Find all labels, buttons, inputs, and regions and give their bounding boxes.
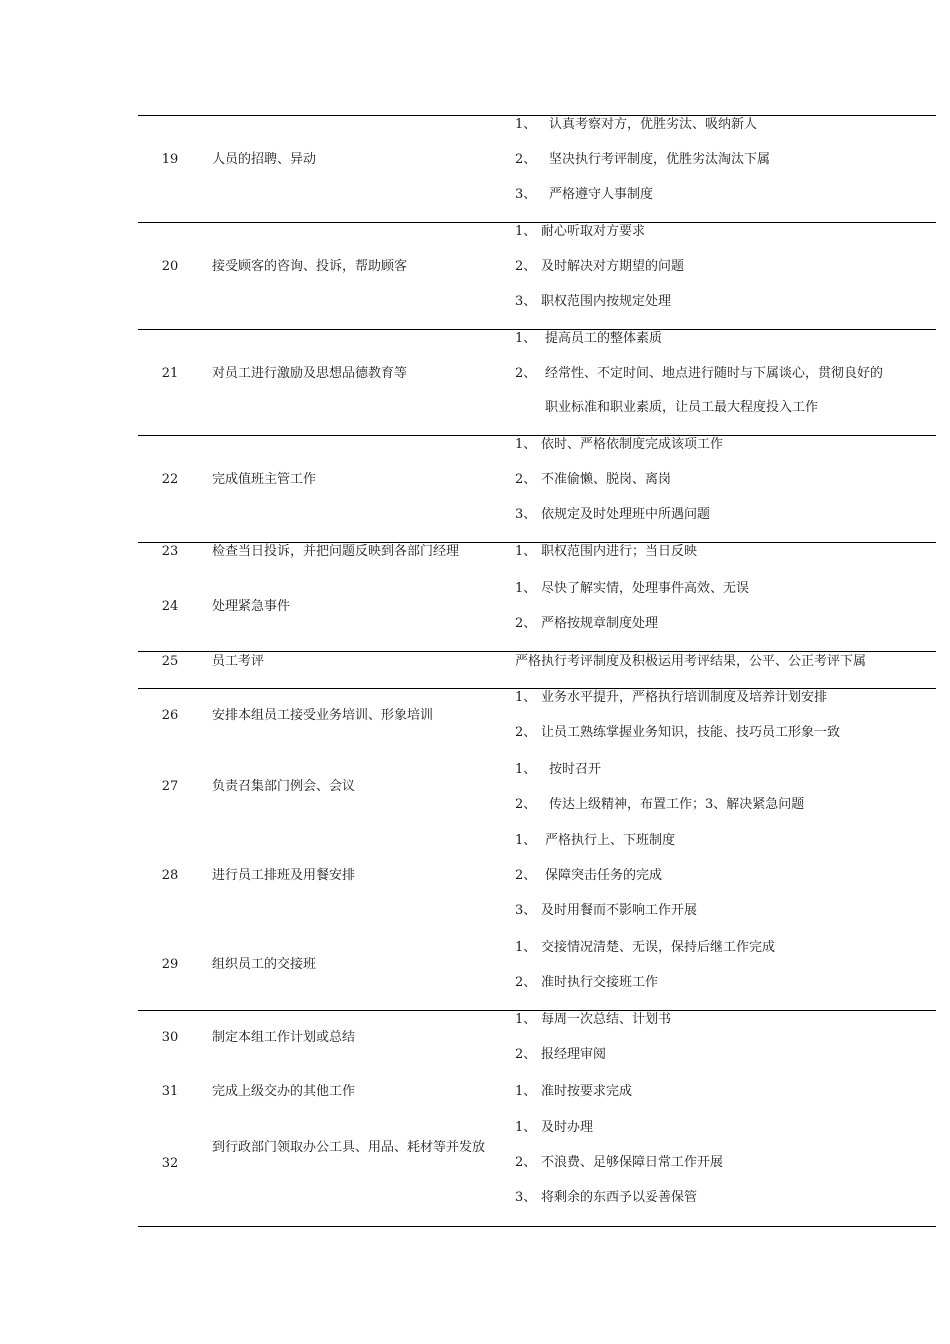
task-cell: 人员的招聘、异动 (212, 152, 317, 167)
standard-line: 2、 坚决执行考评制度，优胜劣汰淘汰下属 (515, 152, 771, 167)
table-rule (138, 1226, 936, 1227)
standard-line: 1、 职权范围内进行；当日反映 (515, 544, 698, 559)
table-rule (138, 435, 936, 436)
standard-line: 1、 业务水平提升，严格执行培训制度及培养计划安排 (515, 690, 828, 705)
row-number: 29 (161, 957, 179, 972)
row-number: 24 (161, 599, 179, 614)
table-rule (138, 115, 936, 116)
row-number: 31 (161, 1084, 179, 1099)
task-cell: 负责召集部门例会、会议 (212, 779, 356, 794)
table-rule (138, 222, 936, 223)
task-cell: 进行员工排班及用餐安排 (212, 868, 356, 883)
standard-line: 1、 交接情况清楚、无误，保持后继工作完成 (515, 940, 776, 955)
standard-line: 1、 认真考察对方，优胜劣汰、吸纳新人 (515, 117, 758, 132)
row-number: 19 (161, 152, 179, 167)
standard-line: 2、 经常性、不定时间、地点进行随时与下属谈心，贯彻良好的 (515, 366, 884, 381)
standard-line: 3、 依规定及时处理班中所遇问题 (515, 507, 711, 522)
task-cell: 员工考评 (212, 654, 265, 669)
standard-line: 3、 职权范围内按规定处理 (515, 294, 672, 309)
standard-line: 1、 严格执行上、下班制度 (515, 833, 676, 848)
standard-line: 3、 严格遵守人事制度 (515, 187, 654, 202)
row-number: 23 (161, 544, 179, 559)
task-cell: 完成值班主管工作 (212, 472, 317, 487)
row-number: 25 (161, 654, 179, 669)
standard-line: 3、 及时用餐而不影响工作开展 (515, 903, 698, 918)
standard-line: 2、 报经理审阅 (515, 1047, 607, 1062)
task-cell: 接受顾客的咨询、投诉，帮助顾客 (212, 259, 408, 274)
row-number: 32 (161, 1156, 179, 1171)
row-number: 26 (161, 708, 179, 723)
standard-line: 1、 依时、严格依制度完成该项工作 (515, 437, 724, 452)
task-cell: 检查当日投诉，并把问题反映到各部门经理 (212, 544, 460, 559)
row-number: 30 (161, 1030, 179, 1045)
table-rule (138, 1010, 936, 1011)
standard-line: 2、 保障突击任务的完成 (515, 868, 663, 883)
standard-line: 1、 准时按要求完成 (515, 1084, 633, 1099)
standard-line: 1、 提高员工的整体素质 (515, 331, 663, 346)
row-number: 20 (161, 259, 179, 274)
standard-line: 严格执行考评制度及积极运用考评结果，公平、公正考评下属 (515, 654, 867, 669)
standard-line: 职业标准和职业素质，让员工最大程度投入工作 (545, 400, 819, 415)
row-number: 28 (161, 868, 179, 883)
standard-line: 1、 耐心听取对方要求 (515, 224, 646, 239)
standard-line: 2、 不准偷懒、脱岗、离岗 (515, 472, 672, 487)
task-cell: 组织员工的交接班 (212, 957, 317, 972)
standard-line: 3、 将剩余的东西予以妥善保管 (515, 1190, 698, 1205)
row-number: 27 (161, 779, 179, 794)
table-rule (138, 542, 936, 543)
standard-line: 2、 传达上级精神，布置工作；3、解决紧急问题 (515, 797, 805, 812)
table-rule (138, 688, 936, 689)
task-cell: 安排本组员工接受业务培训、形象培训 (212, 708, 434, 723)
row-number: 22 (161, 472, 179, 487)
standard-line: 2、 让员工熟练掌握业务知识，技能、技巧员工形象一致 (515, 725, 841, 740)
task-cell: 到行政部门领取办公工具、用品、耗材等并发放 (212, 1140, 486, 1155)
task-cell: 处理紧急事件 (212, 599, 291, 614)
row-number: 21 (161, 366, 179, 381)
task-cell: 完成上级交办的其他工作 (212, 1084, 356, 1099)
standard-line: 1、 尽快了解实情，处理事件高效、无误 (515, 581, 750, 596)
standard-line: 1、 按时召开 (515, 762, 602, 777)
standard-line: 1、 及时办理 (515, 1120, 594, 1135)
task-cell: 对员工进行激励及思想品德教育等 (212, 366, 408, 381)
standard-line: 2、 准时执行交接班工作 (515, 975, 659, 990)
standard-line: 2、 严格按规章制度处理 (515, 616, 659, 631)
standard-line: 2、 不浪费、足够保障日常工作开展 (515, 1155, 724, 1170)
standard-line: 1、 每周一次总结、计划书 (515, 1012, 672, 1027)
table-rule (138, 329, 936, 330)
standard-line: 2、 及时解决对方期望的问题 (515, 259, 685, 274)
task-cell: 制定本组工作计划或总结 (212, 1030, 356, 1045)
table-rule (138, 651, 936, 652)
